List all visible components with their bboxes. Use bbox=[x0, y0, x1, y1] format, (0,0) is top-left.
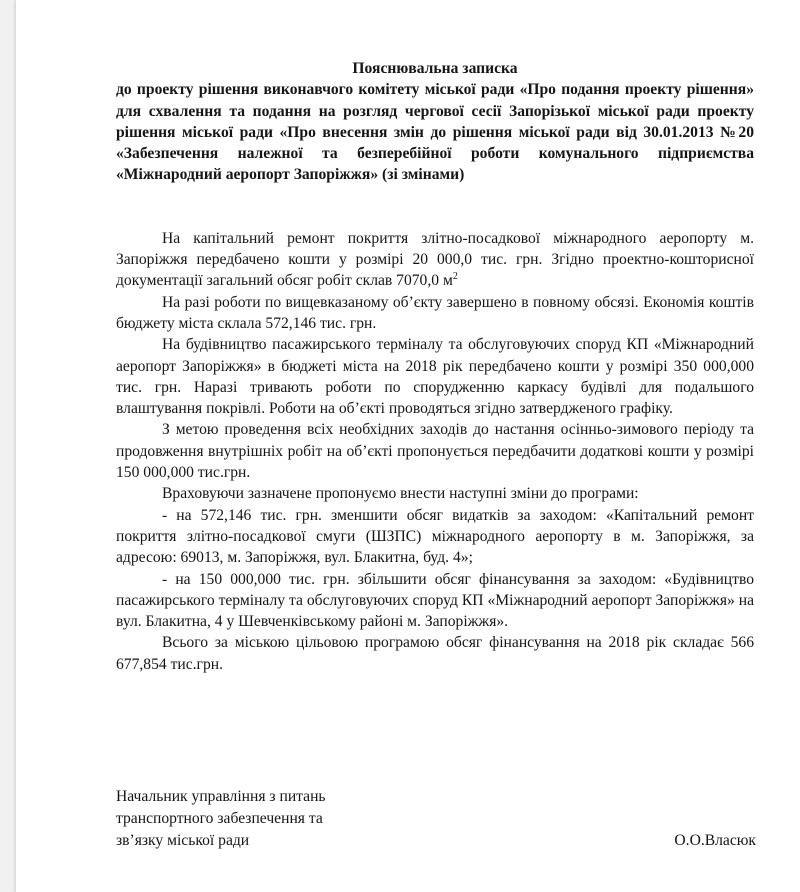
paragraph-text: На капітальний ремонт покриття злітно-посадкової міжнародного аеропорту м. Запоріжжя передбачено кошти у розмірі 20 000,0 тис. грн. Згідно проектно-кошторисної документації загальний обсяг робіт склав 7070,0 м bbox=[116, 229, 754, 290]
document-body bbox=[116, 58, 754, 675]
paragraph-decrease-item: - на 572,146 тис. грн. зменшити обсяг видатків за заходом: «Капітальний ремонт покриття злітно-посадкової смуги (ШЗПС) міжнародного аеропорту в м. Запоріжжя, за адресою: 69013, м. Запоріжжя, вул. Блакитна, буд. 4»; bbox=[116, 506, 754, 567]
paragraph-increase-item: - на 150 000,000 тис. грн. збільшити обсяг фінансування за заходом: «Будівництво пасажирського терміналу та обслуговуючих споруд КП «Міжнародний аеропорт Запоріжжя» на вул. Блакитна, 4 у Шевченківському районі м. Запоріжжя». bbox=[116, 570, 754, 631]
paragraph-runway-savings: На разі роботи по вищевказаному об’єкту завершено в повному обсязі. Економія коштів бюджету міста склала 572,146 тис. грн. bbox=[116, 293, 754, 332]
area-superscript: 2 bbox=[452, 271, 458, 283]
paragraph-proposed-changes: Враховуючи зазначене пропонуємо внести наступні зміни до програми: bbox=[162, 485, 639, 503]
paragraph-runway-funding bbox=[116, 228, 754, 292]
signatory-name: О.О.Власюк bbox=[674, 831, 756, 849]
document-subject: до проекту рішення виконавчого комітету міської ради «Про подання проекту рішення» для схвалення та подання на розгляд чергової сесії Запорізької міської ради проекту рішення міської ради «Про внесення змін до рішення міської ради від 30.01.2013 №20 «Забезпечення належної та безперебійної роботи комунального підприємства «Міжнародний аеропорт Запоріжжя» (зі змінами) bbox=[116, 81, 754, 184]
signatory-position-line: транспортного забезпечення та bbox=[116, 809, 323, 827]
paragraph-additional-funds: З метою проведення всіх необхідних заходів до настання осінньо-зимового періоду та продовження внутрішніх робіт на об’єкті пропонується передбачити додаткові кошти у розмірі 150 000,000 тис.грн. bbox=[116, 421, 754, 482]
paragraph-terminal-construction: На будівництво пасажирського терміналу та обслуговуючих споруд КП «Міжнародний аеропорт Запоріжжя» в бюджеті міста на 2018 рік передбачено кошти у розмірі 350 000,000 тис. грн. Наразі тривають роботи по спорудженню каркасу будівлі для подальшого влаштування покрівлі. Роботи на об’єкті проводяться згідно затвердженого графіку. bbox=[116, 336, 754, 418]
signatory-position-line: зв’язку міської ради bbox=[116, 831, 250, 849]
signatory-position-line: Начальник управління з питань bbox=[116, 788, 326, 805]
paragraph-total-funding: Всього за міською цільовою програмою обсяг фінансування на 2018 рік складає 566 677,854 тис.грн. bbox=[116, 634, 754, 673]
document-page bbox=[16, 0, 800, 892]
document-title: Пояснювальна записка bbox=[352, 60, 518, 77]
spacer bbox=[116, 186, 754, 228]
signature-block bbox=[116, 786, 756, 851]
